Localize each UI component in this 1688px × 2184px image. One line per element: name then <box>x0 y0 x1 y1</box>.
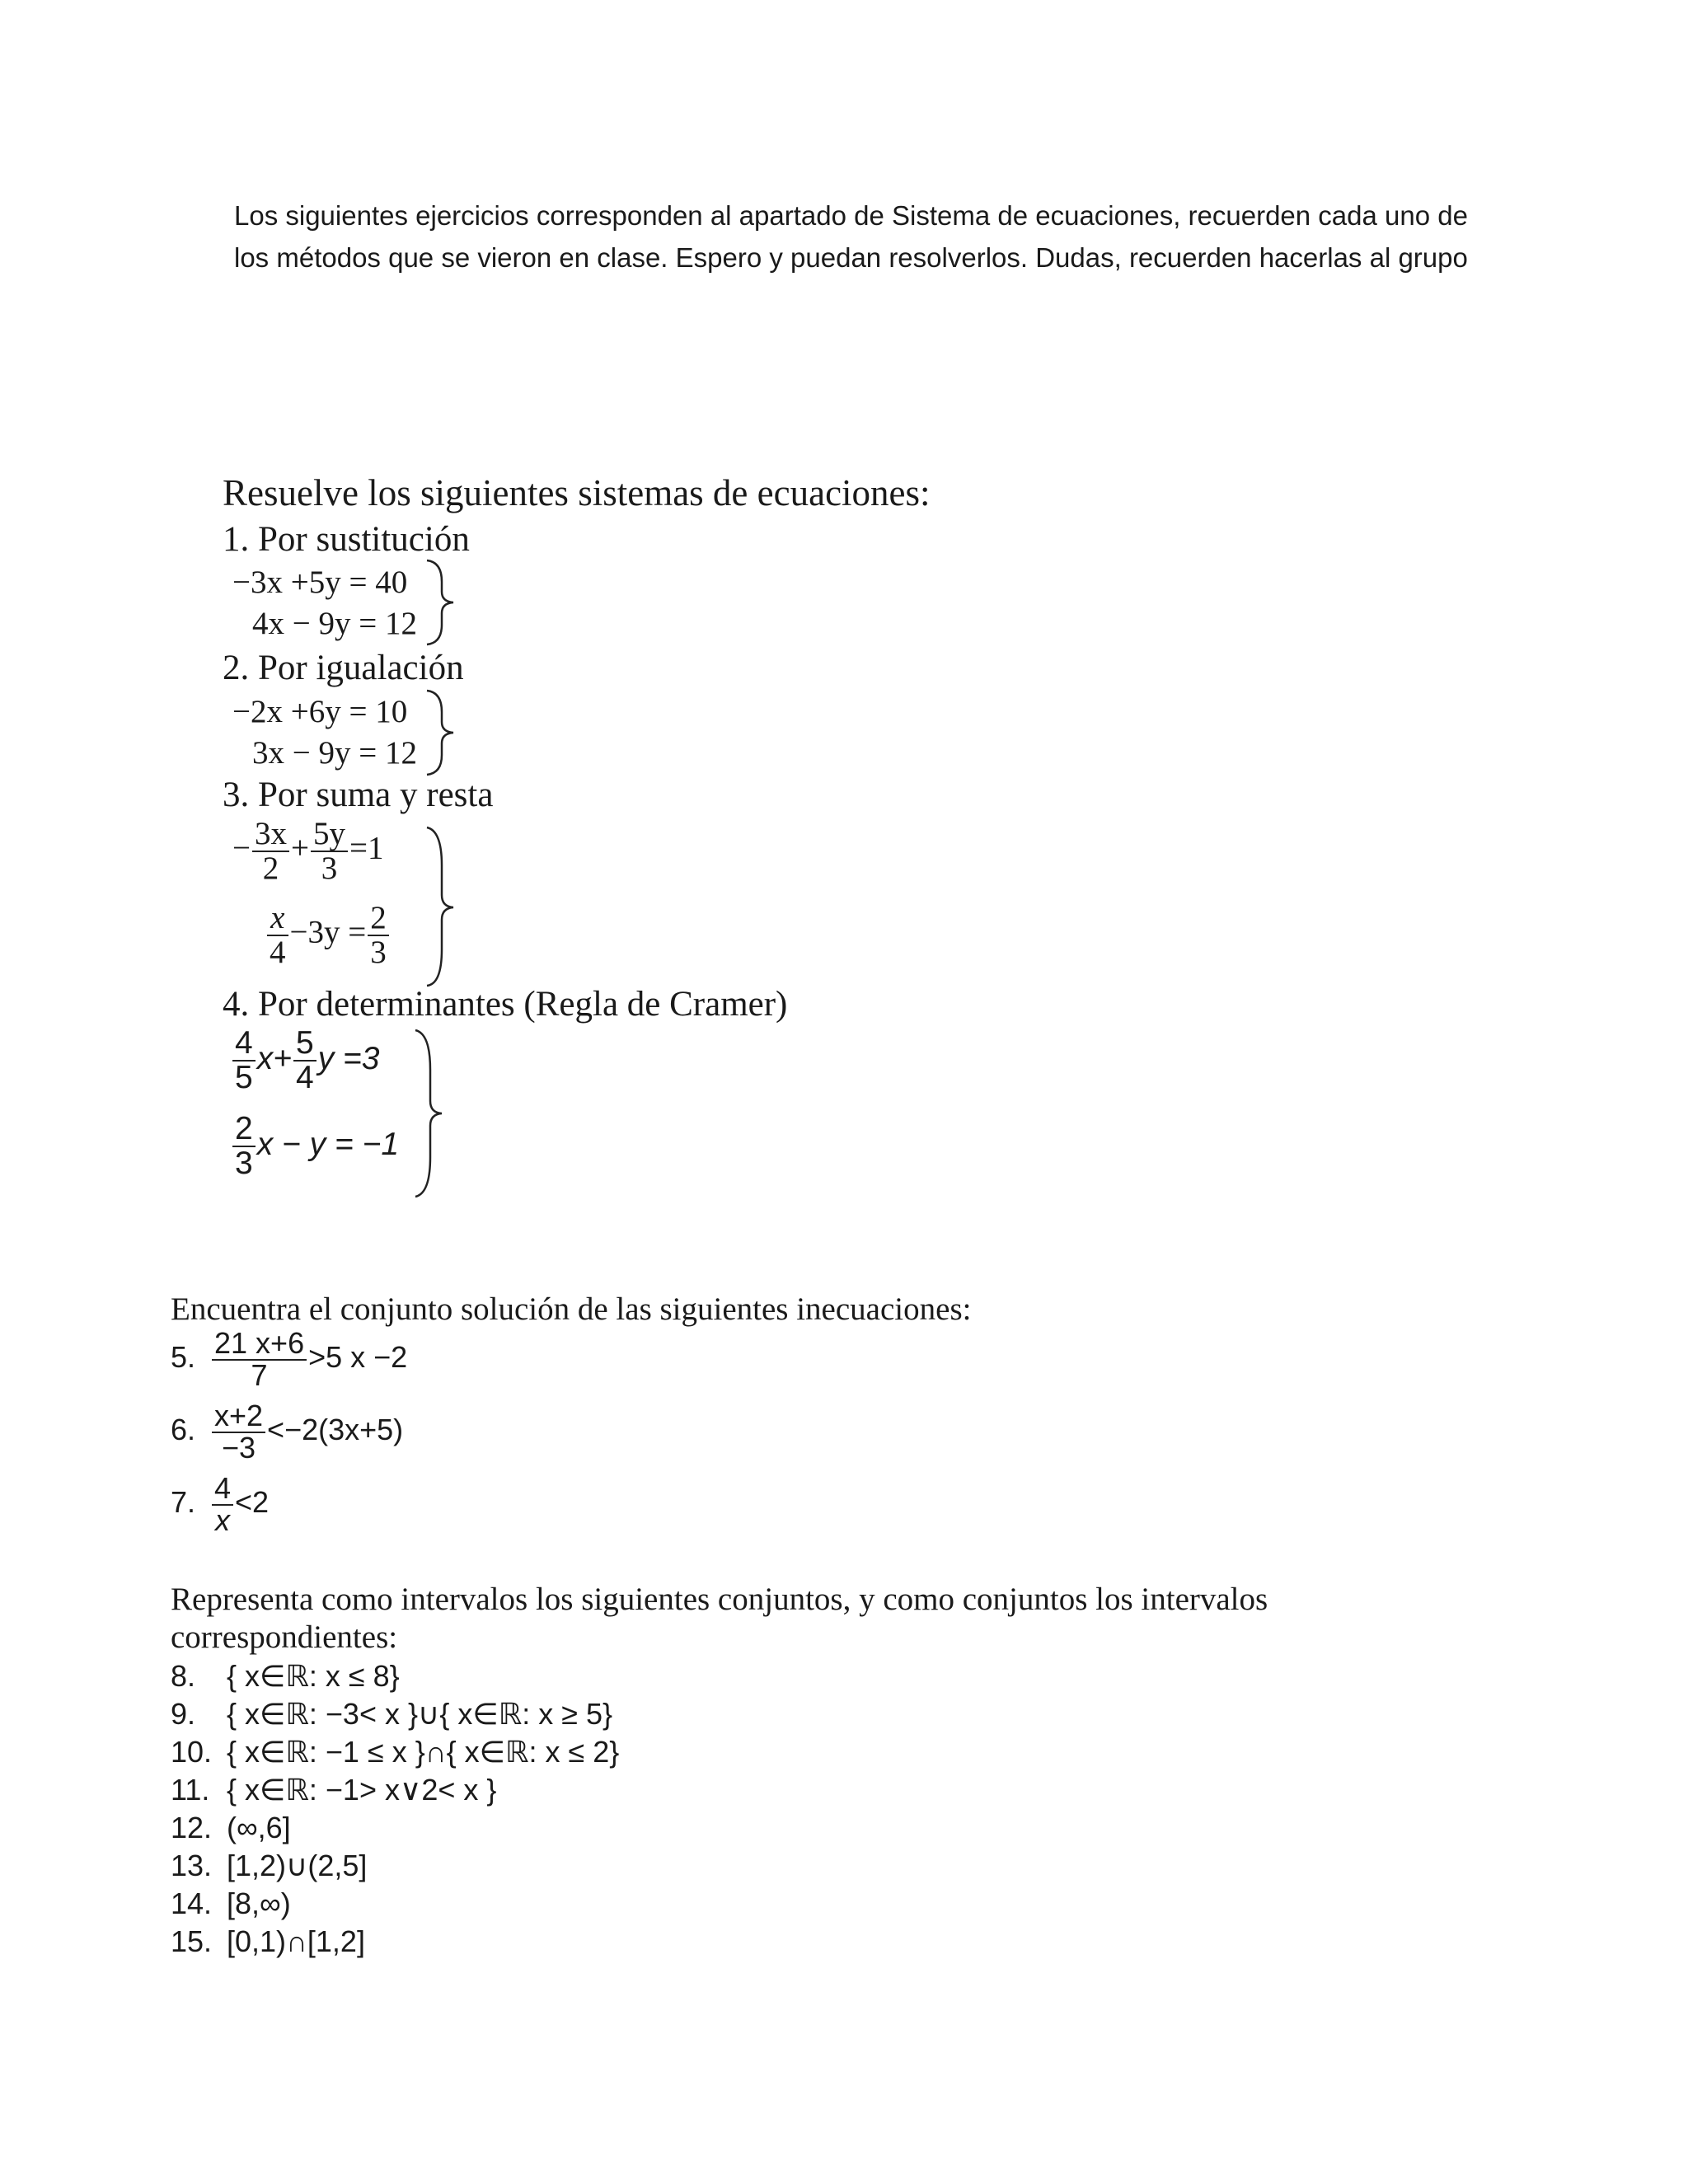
fraction: $\frac{2}{3}$ <box>232 1113 256 1180</box>
system-2-title: 2. Por igualación <box>223 649 464 687</box>
system-3-title: 3. Por suma y resta <box>223 776 494 814</box>
system-4-eq2: $\frac{2}{3}$ x − y = −1 <box>231 1113 399 1180</box>
fraction: $\frac{x}{4}$ <box>267 902 288 969</box>
fraction: $\frac{5}{4}$ <box>293 1027 316 1094</box>
system-3-eq1: − $\frac{3x}{2}$ + $\frac{5y}{3}$ =1 <box>232 816 384 886</box>
system-1-brace-icon <box>420 557 462 648</box>
system-1-eq1: −3x +5y = 40 <box>232 565 408 600</box>
interval-item: 9. { x∈ℝ: −3< x }∪{ x∈ℝ: x ≥ 5} <box>171 1697 613 1731</box>
interval-item: 13. [1,2)∪(2,5] <box>171 1849 368 1882</box>
fraction: $\frac{21 x+6}{7}$ <box>212 1329 307 1390</box>
inequality-5: 5. $\frac{21 x+6}{7}$ >5 x −2 <box>171 1326 408 1392</box>
interval-item: 10. { x∈ℝ: −1 ≤ x }∩{ x∈ℝ: x ≤ 2} <box>171 1735 620 1769</box>
system-2-eq1: −2x +6y = 10 <box>232 694 408 729</box>
system-4-eq1: $\frac{4}{5}$ x+ $\frac{5}{4}$ y =3 <box>231 1027 380 1094</box>
system-3-eq2: $\frac{x}{4}$ −3y = $\frac{2}{3}$ <box>265 902 391 969</box>
system-4-title: 4. Por determinantes (Regla de Cramer) <box>223 985 788 1024</box>
interval-item: 11. { x∈ℝ: −1> x∨2< x } <box>171 1773 497 1807</box>
interval-item: 15. [0,1)∩[1,2] <box>171 1924 365 1958</box>
fraction: $\frac{3x}{2}$ <box>252 818 289 885</box>
interval-item: 8. { x∈ℝ: x ≤ 8} <box>171 1659 400 1693</box>
interval-item: 14. [8,∞) <box>171 1886 291 1920</box>
fraction: $\frac{2}{3}$ <box>368 902 389 969</box>
system-1-title: 1. Por sustitución <box>223 520 470 559</box>
inequality-7: 7. $\frac{4}{x}$ <2 <box>171 1471 270 1537</box>
intro-paragraph: Los siguientes ejercicios corresponden al apartado de Sistema de ecuaciones, recuerden cada uno de los métodos que se vieron en clase. Espero y puedan resolverlos. Dudas, recuerden hacerlas al grupo <box>234 200 1468 273</box>
fraction: $\frac{4}{x}$ <box>212 1474 233 1535</box>
system-3-brace-icon <box>420 824 462 989</box>
system-2-eq2: 3x − 9y = 12 <box>252 735 417 771</box>
inequalities-heading: Encuentra el conjunto solución de las siguientes inecuaciones: <box>171 1291 972 1327</box>
inequality-6: 6. $\frac{x+2}{-3}$ <−2(3x+5) <box>171 1399 404 1465</box>
system-1-eq2: 4x − 9y = 12 <box>252 606 417 641</box>
system-4-brace-icon <box>409 1027 450 1200</box>
systems-heading: Resuelve los siguientes sistemas de ecuaciones: <box>223 472 931 513</box>
fraction: $\frac{4}{5}$ <box>232 1027 256 1094</box>
intervals-heading: Representa como intervalos los siguientes conjuntos, y como conjuntos los intervalos correspondientes: <box>171 1582 1268 1655</box>
interval-item: 12. (∞,6] <box>171 1811 291 1844</box>
system-2-brace-icon <box>420 687 462 778</box>
fraction: $\frac{5y}{3}$ <box>311 818 348 885</box>
fraction: $\frac{x+2}{-3}$ <box>212 1401 265 1463</box>
